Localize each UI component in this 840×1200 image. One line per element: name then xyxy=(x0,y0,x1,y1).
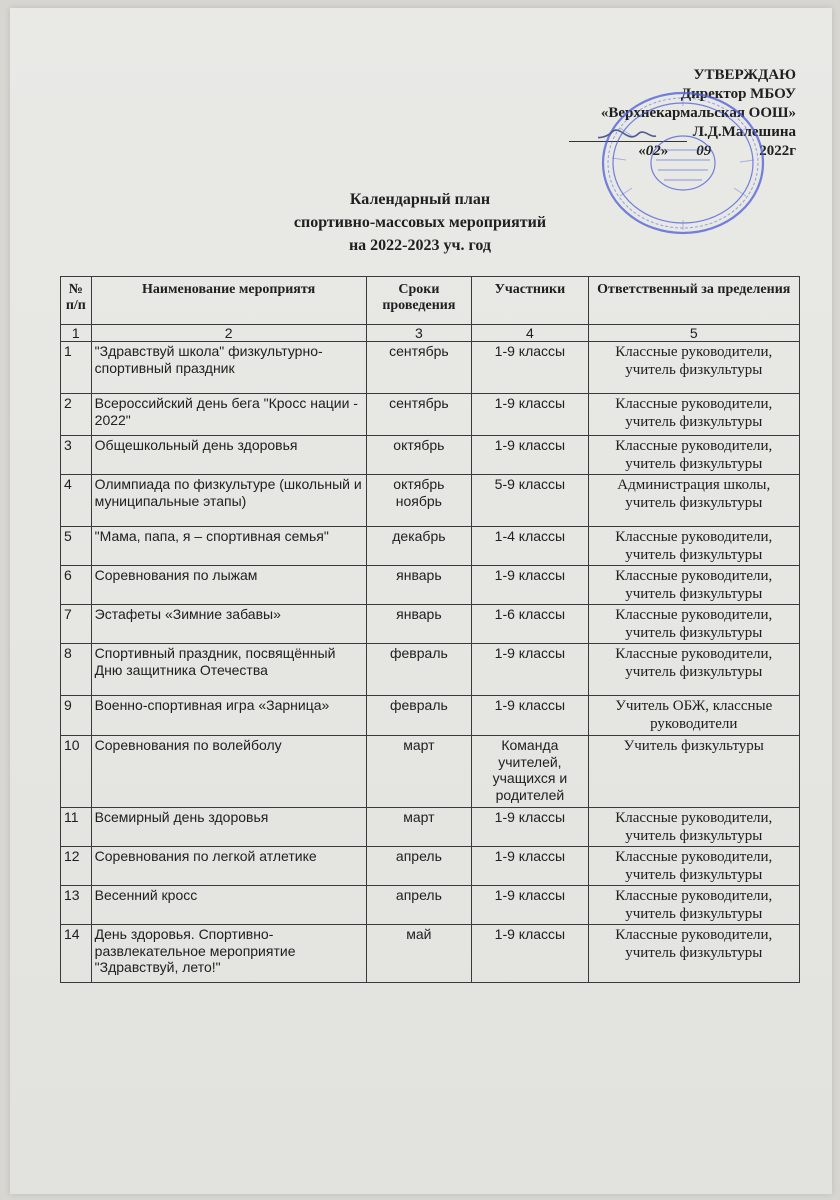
header-name: Наименование мероприятя xyxy=(91,277,366,325)
event-participants: 1-9 классы xyxy=(472,808,588,847)
event-dates: октябрь xyxy=(366,436,472,475)
table-row xyxy=(61,736,800,808)
row-number: 4 xyxy=(61,475,92,527)
row-number: 6 xyxy=(61,566,92,605)
event-name: Военно-спортивная игра «Зарница» xyxy=(91,696,366,736)
event-name: Всемирный день здоровья xyxy=(91,808,366,847)
event-participants: 1-9 классы xyxy=(472,342,588,394)
row-number: 12 xyxy=(61,847,92,886)
approval-heading: УТВЕРЖДАЮ xyxy=(693,67,796,83)
row-number: 8 xyxy=(61,644,92,696)
event-name: День здоровья. Спортивно-развлекательное мероприятие "Здравствуй, лето!" xyxy=(91,925,366,983)
event-responsible: Классные руководители, учитель физкультуры xyxy=(588,342,799,394)
document-title xyxy=(270,188,570,257)
table-row xyxy=(61,342,800,394)
date-quote-open: « xyxy=(638,143,646,159)
header-responsible: Ответственный за пределения xyxy=(588,277,799,325)
event-name: Весенний кросс xyxy=(91,886,366,925)
event-participants: 1-9 классы xyxy=(472,847,588,886)
event-dates: март xyxy=(366,736,472,808)
row-number: 10 xyxy=(61,736,92,808)
event-dates: апрель xyxy=(366,847,472,886)
event-dates: сентябрь xyxy=(366,394,472,436)
event-participants: 1-9 классы xyxy=(472,566,588,605)
table-row xyxy=(61,696,800,736)
event-dates: февраль xyxy=(366,644,472,696)
table-row xyxy=(61,436,800,475)
title-line-2: спортивно-массовых мероприятий xyxy=(293,214,547,231)
event-responsible: Классные руководители, учитель физкультуры xyxy=(588,644,799,696)
approval-block xyxy=(536,66,796,161)
event-name: "Здравствуй школа" физкультурно-спортивный праздник xyxy=(91,342,366,394)
event-responsible: Классные руководители, учитель физкультуры xyxy=(588,394,799,436)
index-cell: 1 xyxy=(61,325,92,342)
row-number: 9 xyxy=(61,696,92,736)
approval-position: Директор МБОУ xyxy=(680,86,796,102)
row-number: 5 xyxy=(61,527,92,566)
header-participants: Участники xyxy=(472,277,588,325)
table-row xyxy=(61,394,800,436)
event-responsible: Классные руководители, учитель физкультуры xyxy=(588,886,799,925)
event-participants: 1-9 классы xyxy=(472,925,588,983)
event-responsible: Классные руководители, учитель физкультуры xyxy=(588,527,799,566)
event-dates: декабрь xyxy=(366,527,472,566)
index-cell: 4 xyxy=(472,325,588,342)
table-row xyxy=(61,847,800,886)
table-header-row xyxy=(61,277,800,325)
table-row xyxy=(61,808,800,847)
event-responsible: Классные руководители, учитель физкультуры xyxy=(588,605,799,644)
table-row xyxy=(61,566,800,605)
event-name: "Мама, папа, я – спортивная семья" xyxy=(91,527,366,566)
event-participants: 1-9 классы xyxy=(472,886,588,925)
event-dates: сентябрь xyxy=(366,342,472,394)
event-responsible: Учитель физкультуры xyxy=(588,736,799,808)
event-participants: 1-9 классы xyxy=(472,394,588,436)
event-participants: 1-9 классы xyxy=(472,436,588,475)
approval-school: «Верхнекармальская ООШ» xyxy=(600,105,796,121)
table-row xyxy=(61,605,800,644)
approval-signature-line xyxy=(536,123,796,142)
event-name: Всероссийский день бега "Кросс нации - 2022" xyxy=(91,394,366,436)
row-number: 1 xyxy=(61,342,92,394)
index-cell: 5 xyxy=(588,325,799,342)
event-responsible: Классные руководители, учитель физкультуры xyxy=(588,847,799,886)
header-number: № п/п xyxy=(61,277,92,325)
table-row xyxy=(61,644,800,696)
signature-underline xyxy=(569,141,687,142)
event-name: Соревнования по волейболу xyxy=(91,736,366,808)
table-index-row xyxy=(61,325,800,342)
event-participants: 5-9 классы xyxy=(472,475,588,527)
table-row xyxy=(61,527,800,566)
title-line-1: Календарный план xyxy=(349,191,491,208)
row-number: 13 xyxy=(61,886,92,925)
event-dates: май xyxy=(366,925,472,983)
event-dates: январь xyxy=(366,605,472,644)
events-table xyxy=(60,276,800,983)
event-dates: апрель xyxy=(366,886,472,925)
event-name: Олимпиада по физкультуре (школьный и муниципальные этапы) xyxy=(91,475,366,527)
index-cell: 3 xyxy=(366,325,472,342)
event-participants: 1-4 классы xyxy=(472,527,588,566)
event-responsible: Учитель ОБЖ, классные руководители xyxy=(588,696,799,736)
event-responsible: Классные руководители, учитель физкультуры xyxy=(588,436,799,475)
row-number: 2 xyxy=(61,394,92,436)
event-participants: Команда учителей, учащихся и родителей xyxy=(472,736,588,808)
table-row xyxy=(61,475,800,527)
event-responsible: Классные руководители, учитель физкультуры xyxy=(588,566,799,605)
date-month: 09 xyxy=(696,143,712,159)
date-quote-close: » xyxy=(660,143,669,159)
event-participants: 1-9 классы xyxy=(472,696,588,736)
title-line-3: на 2022-2023 уч. год xyxy=(348,237,492,254)
event-dates: март xyxy=(366,808,472,847)
event-name: Соревнования по легкой атлетике xyxy=(91,847,366,886)
event-responsible: Классные руководители, учитель физкультуры xyxy=(588,925,799,983)
table-row xyxy=(61,925,800,983)
row-number: 7 xyxy=(61,605,92,644)
event-dates: январь xyxy=(366,566,472,605)
table-row xyxy=(61,886,800,925)
event-participants: 1-6 классы xyxy=(472,605,588,644)
event-responsible: Администрация школы, учитель физкультуры xyxy=(588,475,799,527)
event-name: Общешкольный день здоровья xyxy=(91,436,366,475)
row-number: 3 xyxy=(61,436,92,475)
event-responsible: Классные руководители, учитель физкультуры xyxy=(588,808,799,847)
row-number: 14 xyxy=(61,925,92,983)
date-day: 02 xyxy=(645,143,661,159)
event-dates: февраль xyxy=(366,696,472,736)
event-participants: 1-9 классы xyxy=(472,644,588,696)
header-dates: Сроки проведения xyxy=(366,277,472,325)
event-dates: октябрь ноябрь xyxy=(366,475,472,527)
approval-director-name: Л.Д.Малешина xyxy=(692,124,796,140)
event-name: Соревнования по лыжам xyxy=(91,566,366,605)
row-number: 11 xyxy=(61,808,92,847)
event-name: Спортивный праздник, посвящённый Дню защитника Отечества xyxy=(91,644,366,696)
approval-date xyxy=(536,142,796,161)
index-cell: 2 xyxy=(91,325,366,342)
date-year: 2022г xyxy=(759,143,796,159)
event-name: Эстафеты «Зимние забавы» xyxy=(91,605,366,644)
